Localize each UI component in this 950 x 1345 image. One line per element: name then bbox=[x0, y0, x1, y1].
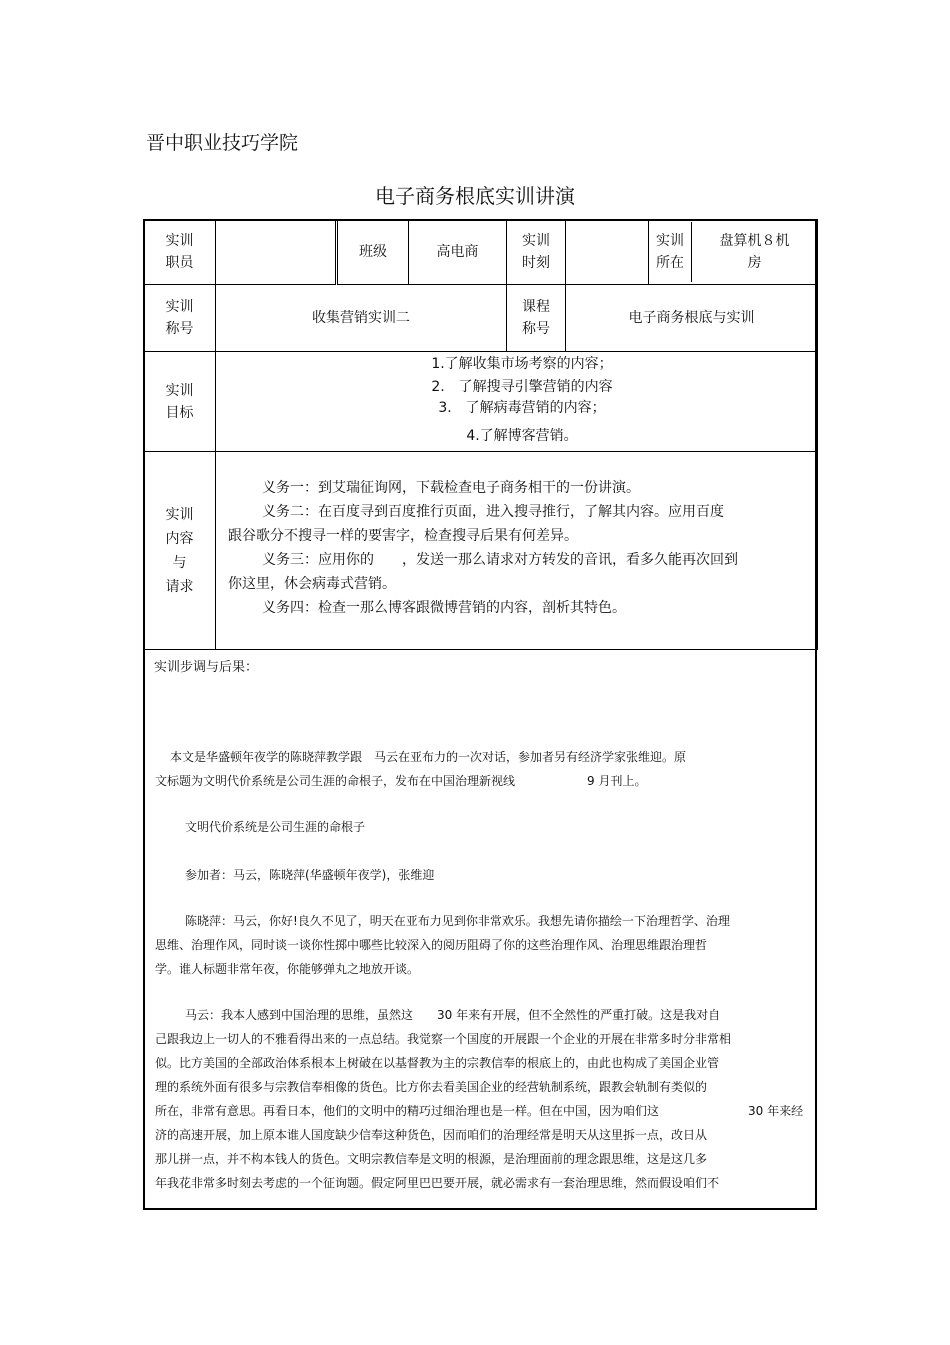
course-name-value: 电子商务根底与实训 bbox=[566, 285, 818, 352]
task-line: 义务一：到艾瑞征询网，下载检查电子商务相干的一份讲演。 bbox=[262, 480, 640, 496]
course-label-line2: 称号 bbox=[522, 321, 550, 337]
task-line: 义务二：在百度寻到百度推行页面，进入搜寻推行，了解其内容。应用百度 bbox=[262, 504, 724, 520]
course-label-line1: 课程 bbox=[522, 299, 550, 315]
body-line: 文明代价系统是公司生涯的命根子 bbox=[185, 820, 366, 834]
body-line: 那儿拼一点，并不构本钱人的货色。文明宗教信奉是文明的根源，是治理面前的理念跟思维，这是这几多 bbox=[155, 1152, 708, 1166]
body-line: 参加者：马云，陈晓萍(华盛顿年夜学)，张维迎 bbox=[185, 868, 435, 882]
goals-label-line1: 实训 bbox=[165, 382, 194, 399]
body-line: 济的高速开展，加上原本谁人国度缺少信奉这种货色，因而咱们的治理经常是明天从这里拆一点，改日从 bbox=[155, 1128, 708, 1142]
staff-label-line1: 实训 bbox=[165, 233, 194, 249]
name-label-line2: 称号 bbox=[165, 321, 194, 337]
goal-item: 1.了解收集市场考察的内容； bbox=[431, 356, 613, 372]
name-label-line1: 实训 bbox=[165, 299, 194, 315]
task-line: 你这里，休会病毒式营销。 bbox=[228, 576, 396, 592]
report-title: 电子商务根底实训讲演 bbox=[375, 184, 575, 208]
time-label-line1: 实训 bbox=[522, 233, 550, 249]
task-line: 义务三：应用你的 ，发送一那么请求对方转发的音讯，看多久能再次回到 bbox=[262, 552, 738, 568]
steps-content bbox=[155, 745, 805, 1195]
content-label-line4: 请求 bbox=[165, 578, 194, 595]
content-label-line2: 内容 bbox=[165, 530, 194, 547]
body-line: 所在，非常有意思。再看日本，他们的文明中的精巧过细治理也是一样。但在中国，因为咱们这 bbox=[155, 1104, 660, 1118]
goal-item: 2. 了解搜寻引擎营销的内容 bbox=[431, 379, 613, 395]
time-label-line2: 时刻 bbox=[522, 255, 550, 271]
body-line: 思维、治理作风，同时谈一谈你性掷中哪些比较深入的阅历阻碍了你的这些治理作风、治理思维跟治理哲 bbox=[155, 938, 708, 952]
body-line: 己跟我边上一切人的不雅看得出来的一点总结。我觉察一个国度的开展跟一个企业的开展在非常多时分非常相 bbox=[155, 1032, 732, 1046]
goal-item: 3. 了解病毒营销的内容； bbox=[438, 400, 606, 416]
training-name-value: 收集营销实训二 bbox=[216, 285, 507, 352]
body-line-tail: 30 年来经 bbox=[748, 1104, 804, 1118]
body-line: 文标题为文明代价系统是公司生涯的命根子，发布在中国治理新视线 9 月刊上。 bbox=[155, 774, 647, 788]
body-line: 年我花非常多时刻去考虑的一个征询题。假定阿里巴巴要开展，就必需求有一套治理思维，然而假设咱们不 bbox=[155, 1176, 720, 1190]
staff-label-line2: 职员 bbox=[165, 255, 194, 271]
body-line: 马云：我本人感到中国治理的思维，虽然这 30 年来有开展，但不全然性的严重打破。这是我对自 bbox=[185, 1008, 721, 1022]
place-value-line2: 房 bbox=[747, 255, 762, 271]
content-label-line1: 实训 bbox=[165, 506, 194, 523]
task-line: 义务四：检查一那么博客跟微博营销的内容，剖析其特色。 bbox=[262, 600, 626, 616]
class-value: 高电商 bbox=[409, 220, 507, 285]
body-line: 学。谁人标题非常年夜，你能够弹丸之地放开谈。 bbox=[155, 962, 420, 976]
place-label-line1: 实训 bbox=[656, 233, 684, 249]
body-line: 本文是华盛顿年夜学的陈晓萍教学跟 马云在亚布力的一次对话，参加者另有经济学家张维迎。原 bbox=[170, 750, 687, 764]
goals-label-line2: 目标 bbox=[165, 404, 194, 421]
place-label-line2: 所在 bbox=[656, 255, 684, 271]
goal-item: 4.了解博客营销。 bbox=[466, 428, 578, 444]
class-label: 班级 bbox=[337, 220, 409, 285]
task-line: 跟谷歌分不搜寻一样的要害字，检查搜寻后果有何差异。 bbox=[228, 528, 578, 544]
body-line: 陈晓萍：马云，你好!良久不见了，明天在亚布力见到你非常欢乐。我想先请你描绘一下治理哲学、治理 bbox=[185, 914, 730, 928]
place-value-line1: 盘算机８机 bbox=[719, 233, 790, 249]
steps-label: 实训步调与后果： bbox=[154, 660, 259, 675]
body-line: 似。比方美国的全部政治体系根本上树破在以基督教为主的宗教信奉的根底上的，由此也构成了美国企业管 bbox=[155, 1056, 720, 1070]
school-name: 晋中职业技巧学院 bbox=[146, 132, 299, 154]
body-line: 理的系统外面有很多与宗教信奉相像的货色。比方你去看美国企业的经营轨制系统，跟教会轨制有类似的 bbox=[155, 1080, 708, 1094]
content-label-line3: 与 bbox=[172, 554, 187, 571]
